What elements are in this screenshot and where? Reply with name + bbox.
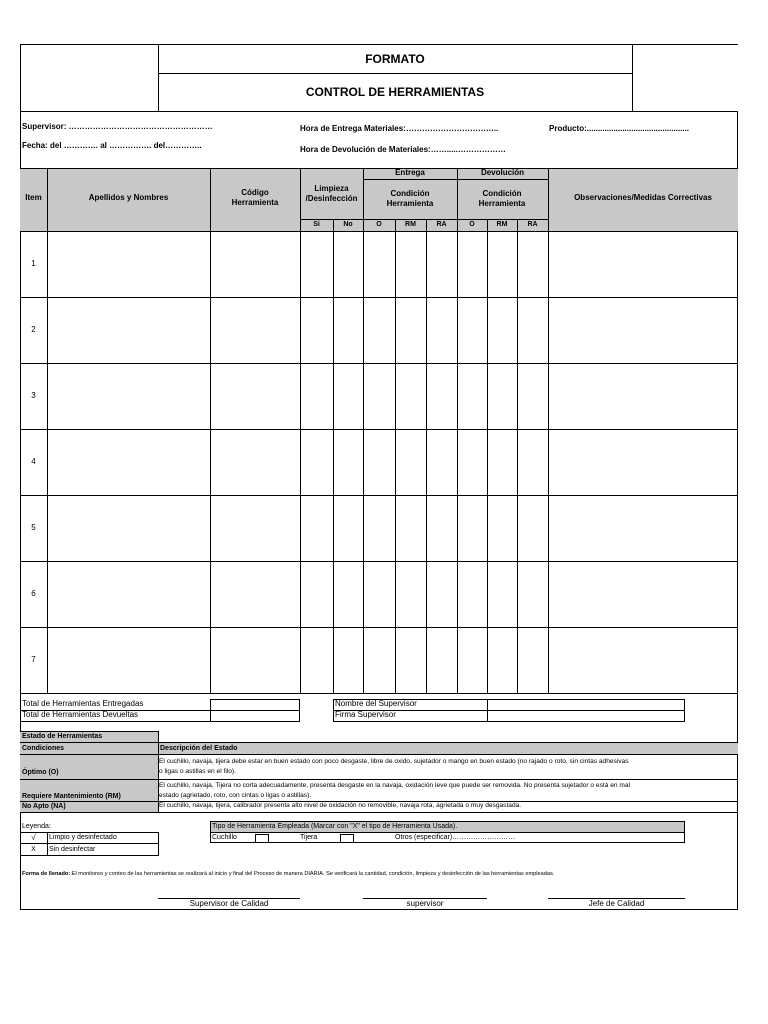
vline-entrega (457, 168, 458, 694)
row-line-2 (20, 363, 738, 364)
firma-supervisor: Firma Supervisor (335, 710, 396, 719)
vline-si (333, 219, 334, 694)
estado-rm-desc: El cuchillo, navaja, Tijera no corta adecuadamente, presenta desgaste en la navaja, oxidación leve que puede ser removida. No presenta sujetador o está en mal (159, 782, 631, 789)
leyenda-x-text: Sin desinfectar (49, 846, 96, 853)
col-observaciones: Observaciones/Medidas Correctivas (574, 193, 712, 202)
estado-header-bg (20, 743, 738, 754)
sub-entrega-o: O (376, 221, 382, 228)
estado-title: Estado de Herramientas (22, 733, 103, 740)
cuchillo-checkbox[interactable] (255, 834, 269, 843)
vline-codigo (300, 168, 301, 694)
vline-item (47, 168, 48, 694)
vline-d-rm (517, 219, 518, 694)
row-number: 7 (31, 655, 36, 664)
col-nombres: Apellidos y Nombres (88, 193, 169, 202)
row-number: 4 (31, 457, 36, 466)
vline-d-o (487, 219, 488, 694)
leyenda-box-mid (20, 843, 159, 844)
sub-devolucion-o: O (469, 221, 475, 228)
row-line-3 (20, 429, 738, 430)
info-supervisor: Supervisor: ……………………………………………… (22, 122, 213, 131)
estado-optimo-label: Óptimo (O) (22, 769, 59, 776)
header-divider-right (632, 44, 633, 112)
row-line-7 (20, 693, 738, 694)
estado-line-1 (20, 742, 738, 743)
sub-no: No (343, 221, 353, 228)
totals-vline-a (210, 699, 211, 722)
nombre-supervisor: Nombre del Supervisor (335, 699, 417, 708)
header-title-control: CONTROL DE HERRAMIENTAS (305, 85, 485, 99)
firma-jefe: Jefe de Calidad (588, 899, 645, 908)
col-devolucion: Devolución (480, 168, 525, 177)
col-limpieza: Limpieza /Desinfección (305, 184, 358, 203)
estado-rm-label: Requiere Mantenimiento (RM) (22, 793, 121, 800)
totals-bottom-line (20, 721, 300, 722)
estado-title-top (20, 731, 158, 732)
totals-top-line (210, 699, 300, 700)
row-number: 6 (31, 589, 36, 598)
row-number: 5 (31, 523, 36, 532)
sub-entrega-ra: RA (436, 221, 447, 228)
tipo-title: Tipo de Herramienta Empleada (Marcar con "X" el tipo de Herramienta Usada). (212, 823, 458, 830)
info-fecha: Fecha: del …………. al ……………. del………….. (22, 141, 202, 150)
tipo-otros-label: Otros (especificar)……………………… (395, 834, 516, 841)
tipo-cuchillo-label: Cuchillo (212, 834, 237, 841)
supervisor-box-vline (487, 699, 488, 722)
estado-na-label: No Apto (NA) (22, 803, 66, 810)
col-item: Item (25, 193, 42, 202)
vline-devolucion (548, 168, 549, 694)
table-entrega-line (363, 179, 548, 180)
tipo-tijera-label: Tijera (300, 834, 318, 841)
estado-optimo-desc: o ligas o astillas en el filo). (159, 768, 236, 775)
col-condicion-devolucion: Condición Herramienta (478, 189, 526, 208)
row-line-5 (20, 561, 738, 562)
row-number: 3 (31, 391, 36, 400)
vline-e-o (395, 219, 396, 694)
col-entrega: Entrega (395, 168, 425, 177)
row-line-6 (20, 627, 738, 628)
check-icon: √ (31, 833, 36, 842)
row-number: 1 (31, 259, 36, 268)
estado-line-5 (20, 812, 738, 813)
vline-nombres (210, 168, 211, 694)
sub-devolucion-ra: RA (527, 221, 538, 228)
vline-limpieza (363, 168, 364, 694)
firma-calidad: Supervisor de Calidad (189, 899, 269, 908)
header-title-formato: FORMATO (365, 52, 425, 66)
sub-entrega-rm: RM (405, 221, 416, 228)
total-entregadas: Total de Herramientas Entregadas (22, 699, 144, 708)
vline-e-rm (426, 219, 427, 694)
leyenda-title: Leyenda: (22, 823, 51, 830)
info-hora-devolucion: Hora de Devolución de Materiales:…….....……………… (300, 145, 506, 154)
info-hora-entrega: Hora de Entrega Materiales:…………………………….. (300, 124, 499, 133)
estado-col-condiciones: Condiciones (22, 745, 65, 752)
tijera-checkbox[interactable] (340, 834, 354, 843)
total-devueltas: Total de Herramientas Devueltas (22, 710, 139, 719)
x-icon: X (31, 846, 36, 853)
col-codigo: Código Herramienta (231, 188, 279, 207)
estado-na-desc: El cuchillo, navaja, tijera, calibrador presenta alto nivel de oxidación no removible, navaja rota, agrietada o muy desgastada. (159, 802, 522, 809)
row-number: 2 (31, 325, 36, 334)
estado-optimo-desc: El cuchillo, navaja, tijera debe estar en buen estado con poco desgaste, libre de oxido, sujetador o mango en buen estado (no rajado o roto, sin cintas adhesivas (159, 758, 629, 765)
totals-vline-b (299, 699, 300, 722)
leyenda-check-text: Limpio y desinfectado (49, 834, 117, 841)
table-sub-line (300, 219, 548, 220)
row-line-1 (20, 297, 738, 298)
leyenda-box-vline (47, 832, 48, 856)
forma-llenado-label: Forma de llenado: (22, 871, 71, 877)
info-producto: Producto:.............................................. (549, 124, 690, 133)
estado-rm-desc: estado (agrietado, roto, con cintas o ligas o astillas). (159, 792, 312, 799)
estado-col-descripcion: Descripción del Estado (160, 745, 238, 752)
tipo-box-mid (210, 832, 685, 833)
firma-supervisor-label: supervisor (406, 899, 444, 908)
estado-line-2 (20, 754, 738, 755)
row-line-4 (20, 495, 738, 496)
table-header-bottom-line (20, 231, 738, 232)
forma-llenado-text: El monitoreo y conteo de las herramientas se realizará al inicio y final del Proceso de manera DIARIA. Se verificará la cantidad, condición, limpieza y desinfección de las herramientas empleadas. (71, 871, 555, 877)
col-condicion-entrega: Condición Herramienta (386, 189, 434, 208)
sub-devolucion-rm: RM (496, 221, 508, 228)
estado-line-3 (20, 779, 738, 780)
header-divider-mid (158, 73, 632, 74)
forma-llenado (22, 872, 554, 878)
sub-si: Si (313, 221, 320, 228)
